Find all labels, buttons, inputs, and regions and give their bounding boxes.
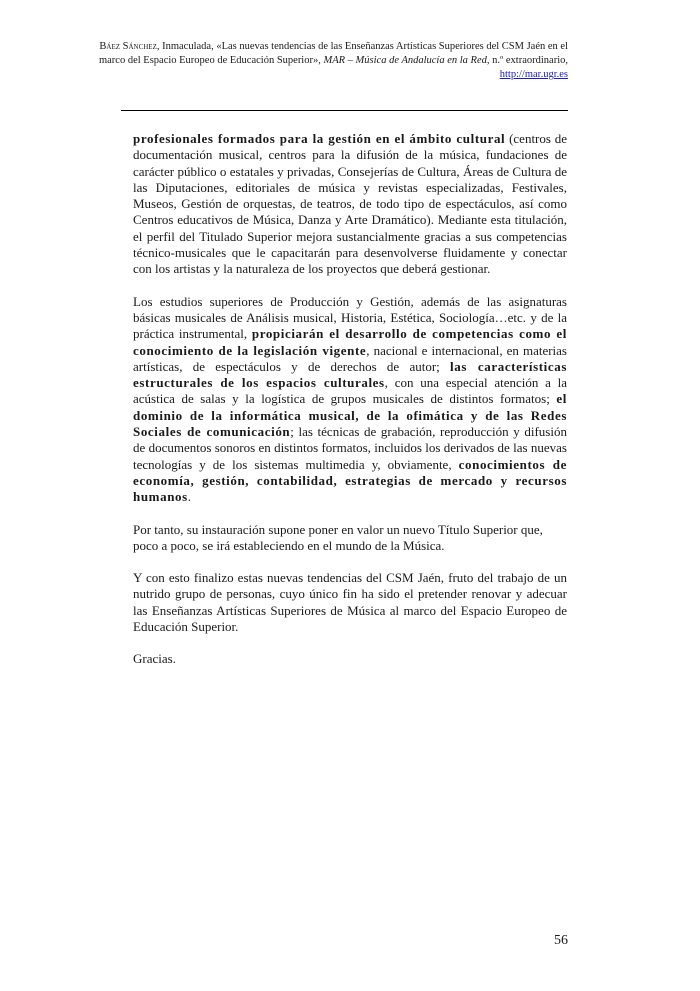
paragraph-text: , nacional e internacional, en materias artísticas, de espectáculos y de derechos de autor; — [133, 342, 567, 374]
bold-phrase: conocimientos de economía, gestión, contabilidad, estrategias de mercado y recursos humanos — [133, 456, 568, 505]
running-header — [98, 40, 568, 82]
page-number: 56 — [554, 933, 568, 948]
header-citation: , Inmaculada, «Las nuevas tendencias de las Enseñanzas Artísticas Superiores del CSM Jaén en el marco del Espacio Europeo de Educación Superior», — [98, 41, 568, 66]
header-issue: , n.º extraordinario, — [486, 55, 568, 66]
bold-phrase: el dominio de la informática musical, de la ofimática y de las Redes Sociales de comunicación — [133, 391, 567, 440]
bold-phrase: propiciarán el desarrollo de competencias como el conocimiento de la legislación vigente — [133, 326, 567, 358]
bold-phrase: profesionales formados para la gestión en el ámbito cultural — [133, 131, 506, 146]
header-rule — [121, 110, 568, 111]
header-journal: MAR – Música de Andalucía en la Red — [323, 55, 487, 66]
header-url-link[interactable]: http://mar.ugr.es — [499, 69, 568, 80]
paragraph-text: . — [187, 489, 192, 505]
main-text — [133, 131, 567, 684]
header-author: Báez Sánchez — [99, 41, 157, 52]
paragraph-1 — [133, 131, 567, 278]
paragraph-text: (centros de documentación musical, centros para la difusión de la música, fundaciones de carácter público o estatales y privadas, Consejerías de Cultura, Áreas de Cultura de las Diputaciones, editoriales de música y revistas especializadas, Festivales, Museos, Gestión de orquestas, de teatros, de todo tipo de espectáculos, así como Centros educativos de Música, Danza y Arte Dramático). Mediante esta titulación, el perfil del Titulado Superior mejora sustancialmente gracias a sus competencias técnico-musicales que le capacitarán para desenvolverse fluidamente y conectar con los artistas y la naturaleza de los proyectos que deberá gestionar. — [133, 131, 567, 277]
paragraph-text: ; las técnicas de grabación, reproducción y difusión de documentos sonoros en distintos formatos, incluidos los derivados de las nuevas tecnologías y de los sistemas multimedia y, obviamente, — [133, 424, 567, 472]
paragraph-5: Gracias. — [133, 651, 176, 667]
paragraph-3: Por tanto, su instauración supone poner en valor un nuevo Título Superior que, poco a poco, se irá estableciendo en el mundo de la Música. — [133, 521, 543, 553]
bold-phrase: las características estructurales de los espacios culturales — [133, 358, 567, 391]
paragraph-text: Los estudios superiores de Producción y Gestión, además de las asignaturas básicas musicales de Análisis musical, Historia, Estética, Sociología…etc. y de la práctica instrumental, — [133, 293, 567, 342]
paragraph-4: Y con esto finalizo estas nuevas tendencias del CSM Jaén, fruto del trabajo de un nutrido grupo de personas, cuyo único fin ha sido el pretender renovar y adecuar las Enseñanzas Artísticas Superiores de Música al marco del Espacio Europeo de Educación Superior. — [133, 570, 567, 635]
paragraph-text: , con una especial atención a la acústica de salas y la logística de grupos musicales de distintos formatos; — [133, 375, 567, 407]
paragraph-2 — [133, 294, 567, 506]
